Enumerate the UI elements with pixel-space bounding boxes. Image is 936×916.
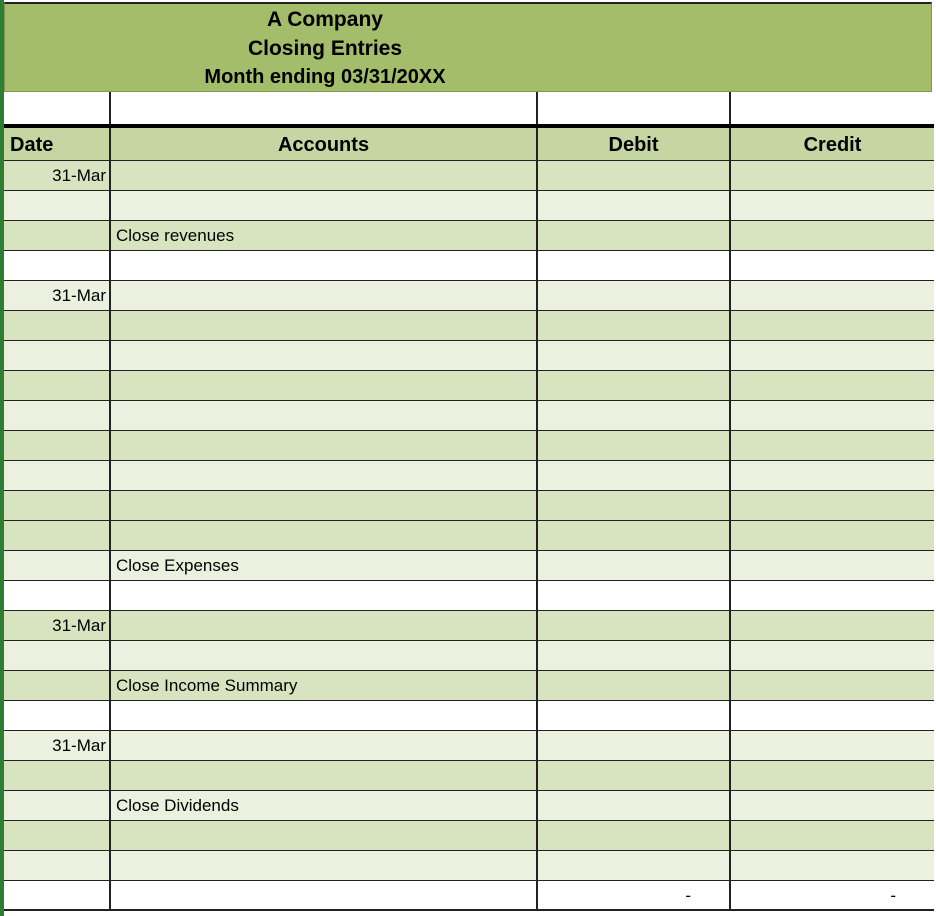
table-row bbox=[4, 461, 934, 491]
table-row bbox=[4, 881, 934, 911]
credit-cell[interactable] bbox=[731, 431, 934, 461]
debit-cell[interactable] bbox=[538, 611, 731, 641]
column-header-accounts[interactable]: Accounts bbox=[111, 128, 538, 161]
credit-cell[interactable] bbox=[731, 581, 934, 611]
report-title: Closing Entries bbox=[247, 37, 403, 60]
account-cell[interactable]: Close Dividends bbox=[111, 791, 538, 821]
date-cell[interactable] bbox=[4, 851, 111, 881]
table-row bbox=[4, 311, 934, 341]
date-cell[interactable]: 31-Mar bbox=[4, 611, 111, 641]
table-row bbox=[4, 161, 934, 191]
account-cell[interactable] bbox=[111, 851, 538, 881]
account-cell[interactable] bbox=[111, 461, 538, 491]
debit-cell[interactable] bbox=[538, 701, 731, 731]
account-cell[interactable] bbox=[111, 521, 538, 551]
date-cell[interactable] bbox=[4, 641, 111, 671]
account-cell[interactable] bbox=[111, 371, 538, 401]
table-row bbox=[4, 251, 934, 281]
date-cell[interactable] bbox=[4, 371, 111, 401]
credit-cell[interactable] bbox=[731, 701, 934, 731]
table-row bbox=[4, 701, 934, 731]
credit-cell[interactable] bbox=[731, 791, 934, 821]
credit-cell[interactable] bbox=[731, 851, 934, 881]
credit-cell[interactable] bbox=[731, 221, 934, 251]
column-header-date[interactable]: Date bbox=[4, 128, 111, 161]
date-cell[interactable]: 31-Mar bbox=[4, 281, 111, 311]
title-header[interactable] bbox=[4, 2, 932, 92]
table-row bbox=[4, 581, 934, 611]
debit-cell[interactable] bbox=[538, 281, 731, 311]
blank-cell-accounts[interactable] bbox=[111, 92, 538, 124]
debit-cell[interactable] bbox=[538, 491, 731, 521]
date-cell[interactable] bbox=[4, 791, 111, 821]
credit-cell[interactable] bbox=[731, 551, 934, 581]
debit-cell[interactable] bbox=[538, 671, 731, 701]
table-row bbox=[4, 671, 934, 701]
debit-cell[interactable] bbox=[538, 161, 731, 191]
date-cell[interactable] bbox=[4, 821, 111, 851]
account-cell[interactable] bbox=[111, 581, 538, 611]
account-cell[interactable] bbox=[111, 701, 538, 731]
account-cell[interactable] bbox=[111, 821, 538, 851]
account-cell[interactable] bbox=[111, 491, 538, 521]
account-cell[interactable] bbox=[111, 161, 538, 191]
debit-cell[interactable] bbox=[538, 371, 731, 401]
credit-cell[interactable] bbox=[731, 761, 934, 791]
credit-cell[interactable] bbox=[731, 371, 934, 401]
debit-cell[interactable] bbox=[538, 431, 731, 461]
debit-cell[interactable] bbox=[538, 341, 731, 371]
table-row bbox=[4, 821, 934, 851]
credit-cell[interactable] bbox=[731, 461, 934, 491]
credit-cell[interactable] bbox=[731, 161, 934, 191]
credit-cell[interactable] bbox=[731, 491, 934, 521]
account-cell[interactable]: Close Expenses bbox=[111, 551, 538, 581]
table-row bbox=[4, 431, 934, 461]
date-cell[interactable] bbox=[4, 311, 111, 341]
blank-row bbox=[4, 92, 934, 124]
debit-cell[interactable] bbox=[538, 731, 731, 761]
debit-cell[interactable] bbox=[538, 791, 731, 821]
date-cell[interactable] bbox=[4, 341, 111, 371]
journal-rows bbox=[4, 161, 934, 911]
account-cell[interactable] bbox=[111, 761, 538, 791]
account-cell[interactable]: Close Income Summary bbox=[111, 671, 538, 701]
account-cell[interactable] bbox=[111, 281, 538, 311]
credit-cell[interactable]: - bbox=[731, 881, 934, 911]
credit-cell[interactable] bbox=[731, 731, 934, 761]
table-row bbox=[4, 401, 934, 431]
account-cell[interactable]: Close revenues bbox=[111, 221, 538, 251]
date-cell[interactable] bbox=[4, 191, 111, 221]
date-cell[interactable] bbox=[4, 251, 111, 281]
debit-cell[interactable] bbox=[538, 851, 731, 881]
credit-cell[interactable] bbox=[731, 521, 934, 551]
table-row bbox=[4, 761, 934, 791]
date-cell[interactable] bbox=[4, 761, 111, 791]
date-cell[interactable] bbox=[4, 881, 111, 911]
account-cell[interactable] bbox=[111, 401, 538, 431]
date-cell[interactable] bbox=[4, 671, 111, 701]
account-cell[interactable] bbox=[111, 881, 538, 911]
table-row bbox=[4, 191, 934, 221]
credit-cell[interactable] bbox=[731, 341, 934, 371]
column-header-credit[interactable]: Credit bbox=[731, 128, 934, 161]
debit-cell[interactable] bbox=[538, 551, 731, 581]
account-cell[interactable] bbox=[111, 731, 538, 761]
debit-cell[interactable] bbox=[538, 461, 731, 491]
debit-cell[interactable] bbox=[538, 521, 731, 551]
credit-cell[interactable] bbox=[731, 611, 934, 641]
account-cell[interactable] bbox=[111, 191, 538, 221]
account-cell[interactable] bbox=[111, 611, 538, 641]
credit-cell[interactable] bbox=[731, 281, 934, 311]
table-row bbox=[4, 791, 934, 821]
credit-cell[interactable] bbox=[731, 191, 934, 221]
date-cell[interactable] bbox=[4, 461, 111, 491]
blank-cell-debit[interactable] bbox=[538, 92, 731, 124]
credit-cell[interactable] bbox=[731, 641, 934, 671]
debit-cell[interactable] bbox=[538, 581, 731, 611]
table-row bbox=[4, 491, 934, 521]
account-cell[interactable] bbox=[111, 431, 538, 461]
debit-cell[interactable] bbox=[538, 761, 731, 791]
table-row bbox=[4, 611, 934, 641]
date-cell[interactable] bbox=[4, 221, 111, 251]
table-row bbox=[4, 371, 934, 401]
date-cell[interactable] bbox=[4, 581, 111, 611]
debit-cell[interactable] bbox=[538, 401, 731, 431]
date-cell[interactable] bbox=[4, 401, 111, 431]
debit-cell[interactable] bbox=[538, 311, 731, 341]
company-name: A Company bbox=[267, 8, 383, 31]
credit-cell[interactable] bbox=[731, 251, 934, 281]
table-row bbox=[4, 551, 934, 581]
account-cell[interactable] bbox=[111, 641, 538, 671]
debit-cell[interactable] bbox=[538, 641, 731, 671]
table-row bbox=[4, 281, 934, 311]
debit-cell[interactable] bbox=[538, 821, 731, 851]
credit-cell[interactable] bbox=[731, 671, 934, 701]
table-row bbox=[4, 731, 934, 761]
date-cell[interactable] bbox=[4, 701, 111, 731]
date-cell[interactable] bbox=[4, 491, 111, 521]
credit-cell[interactable] bbox=[731, 311, 934, 341]
account-cell[interactable] bbox=[111, 311, 538, 341]
blank-cell-credit[interactable] bbox=[731, 92, 934, 124]
table-row bbox=[4, 641, 934, 671]
blank-cell-date[interactable] bbox=[4, 92, 111, 124]
column-header-row bbox=[4, 128, 934, 161]
account-cell[interactable] bbox=[111, 341, 538, 371]
column-header-debit[interactable]: Debit bbox=[538, 128, 731, 161]
table-row bbox=[4, 341, 934, 371]
report-period: Month ending 03/31/20XX bbox=[204, 66, 446, 88]
table-row bbox=[4, 521, 934, 551]
date-cell[interactable] bbox=[4, 521, 111, 551]
date-cell[interactable]: 31-Mar bbox=[4, 731, 111, 761]
credit-cell[interactable] bbox=[731, 401, 934, 431]
table-row bbox=[4, 221, 934, 251]
account-cell[interactable] bbox=[111, 251, 538, 281]
credit-cell[interactable] bbox=[731, 821, 934, 851]
debit-cell[interactable]: - bbox=[538, 881, 731, 911]
date-cell[interactable] bbox=[4, 431, 111, 461]
date-cell[interactable] bbox=[4, 551, 111, 581]
debit-cell[interactable] bbox=[538, 251, 731, 281]
debit-cell[interactable] bbox=[538, 221, 731, 251]
date-cell[interactable]: 31-Mar bbox=[4, 161, 111, 191]
table-row bbox=[4, 851, 934, 881]
debit-cell[interactable] bbox=[538, 191, 731, 221]
